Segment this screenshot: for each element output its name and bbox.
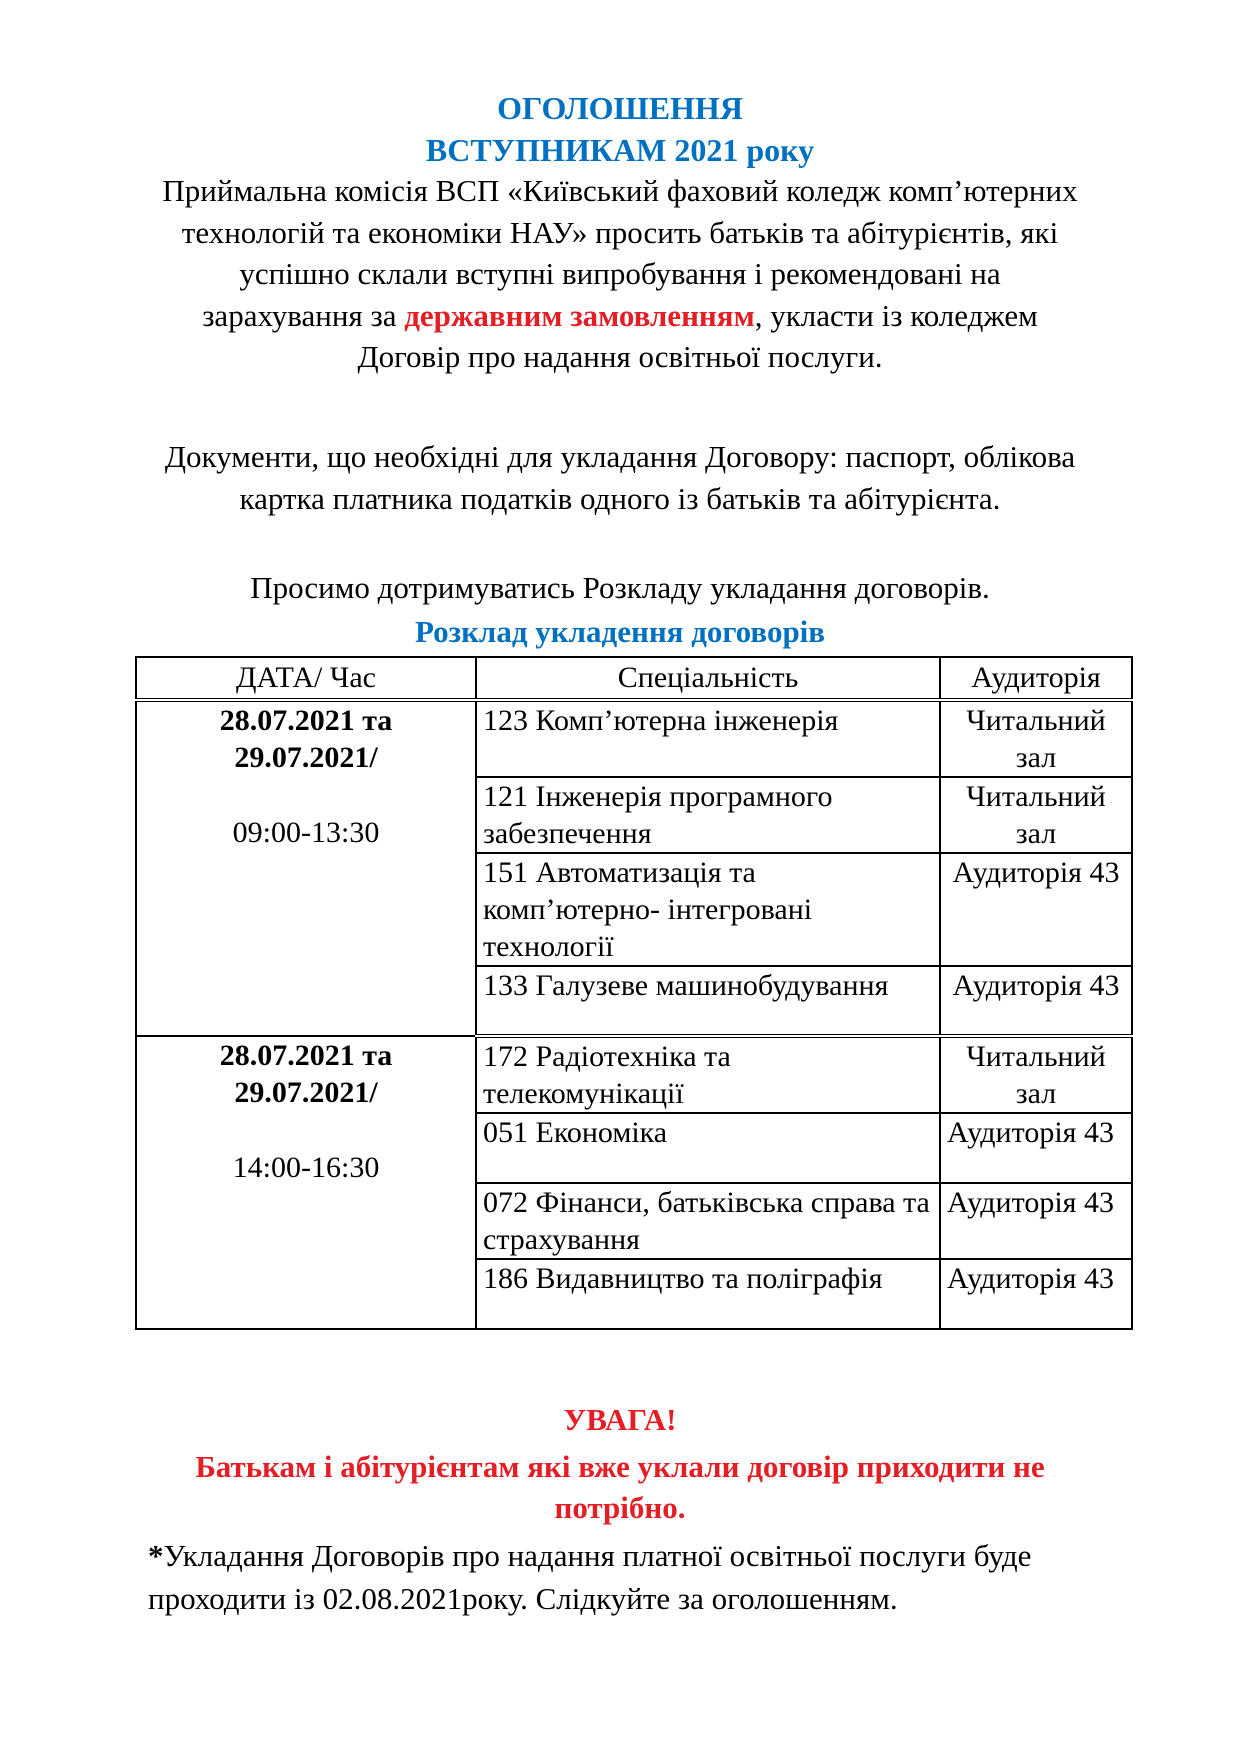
footnote-line (148, 1534, 1138, 1577)
intro-text: зарахування за (202, 297, 405, 333)
footnote (148, 1534, 1138, 1620)
page-subtitle: ВСТУПНИКАМ 2021 року (425, 132, 815, 168)
time-range: 09:00-13:30 (232, 816, 380, 849)
room-cell: Аудиторія 43 (940, 853, 1132, 966)
column-header-date: ДАТА/ Час (136, 657, 476, 700)
date-cell (136, 700, 476, 1036)
specialty-cell: 186 Видавництво та поліграфія (476, 1259, 940, 1329)
column-header-specialty: Спеціальність (476, 657, 940, 700)
schedule-title: Розклад укладення договорів (414, 614, 826, 649)
footnote-text: Укладання Договорів про надання платної освітньої послуги буде (163, 1538, 1032, 1573)
room-cell: Аудиторія 43 (940, 1183, 1132, 1259)
state-order-highlight: державним замовленням (404, 297, 755, 333)
specialty-cell: 172 Радіотехніка та телекомунікації (476, 1036, 940, 1113)
intro-line: Приймальна комісія ВСП «Київський фаховий коледж комп’ютерних (162, 173, 1078, 208)
schedule-table (135, 656, 1133, 1330)
date-cell (136, 1036, 476, 1329)
intro-line (120, 295, 1120, 337)
warning-title: УВАГА! (563, 1402, 677, 1437)
request-text: Просимо дотримуватись Розкладу укладання договорів. (250, 570, 990, 605)
time-range: 14:00-16:30 (232, 1151, 380, 1184)
room-cell: Читальний зал (940, 700, 1132, 777)
specialty-cell: 133 Галузеве машинобудування (476, 966, 940, 1036)
intro-line: успішно склали вступні випробування і рекомендовані на (239, 256, 1001, 292)
specialty-cell: 121 Інженерія програмного забезпечення (476, 777, 940, 853)
column-header-room: Аудиторія (940, 657, 1132, 700)
specialty-cell: 123 Комп’ютерна інженерія (476, 700, 940, 777)
page-title: ОГОЛОШЕННЯ (497, 90, 743, 126)
table-header-row (136, 657, 1132, 700)
intro-line: технологій та економіки НАУ» просить батьків та абітурієнтів, які (181, 214, 1059, 250)
documents-paragraph (120, 436, 1120, 519)
room-cell: Аудиторія 43 (940, 1113, 1132, 1183)
specialty-cell: 072 Фінанси, батьківська справа та страхування (476, 1183, 940, 1259)
documents-line: Документи, що необхідні для укладання Договору: паспорт, облікова (164, 439, 1076, 474)
date-line: 29.07.2021/ (234, 741, 378, 774)
footnote-star: * (148, 1538, 164, 1573)
intro-paragraph (120, 170, 1120, 378)
intro-line: Договір про надання освітньої послуги. (357, 339, 883, 375)
warning-text: Батькам і абітурієнтам які вже уклали договір приходити не потрібно. (195, 1449, 1045, 1525)
room-cell: Аудиторія 43 (940, 966, 1132, 1036)
room-cell: Читальний зал (940, 777, 1132, 853)
table-row (136, 1036, 1132, 1113)
documents-line: картка платника податків одного із батьків та абітурієнта. (239, 480, 1001, 516)
table-row (136, 700, 1132, 777)
date-line: 28.07.2021 та (219, 1039, 393, 1072)
room-cell: Аудиторія 43 (940, 1259, 1132, 1329)
room-cell: Читальний зал (940, 1036, 1132, 1113)
specialty-cell: 151 Автоматизація та комп’ютерно- інтегровані технології (476, 853, 940, 966)
date-line: 28.07.2021 та (219, 704, 393, 737)
specialty-cell: 051 Економіка (476, 1113, 940, 1183)
footnote-line: проходити із 02.08.2021року. Слідкуйте за оголошенням. (148, 1581, 898, 1616)
intro-text: , укласти із коледжем (754, 297, 1038, 333)
date-line: 29.07.2021/ (234, 1076, 378, 1109)
